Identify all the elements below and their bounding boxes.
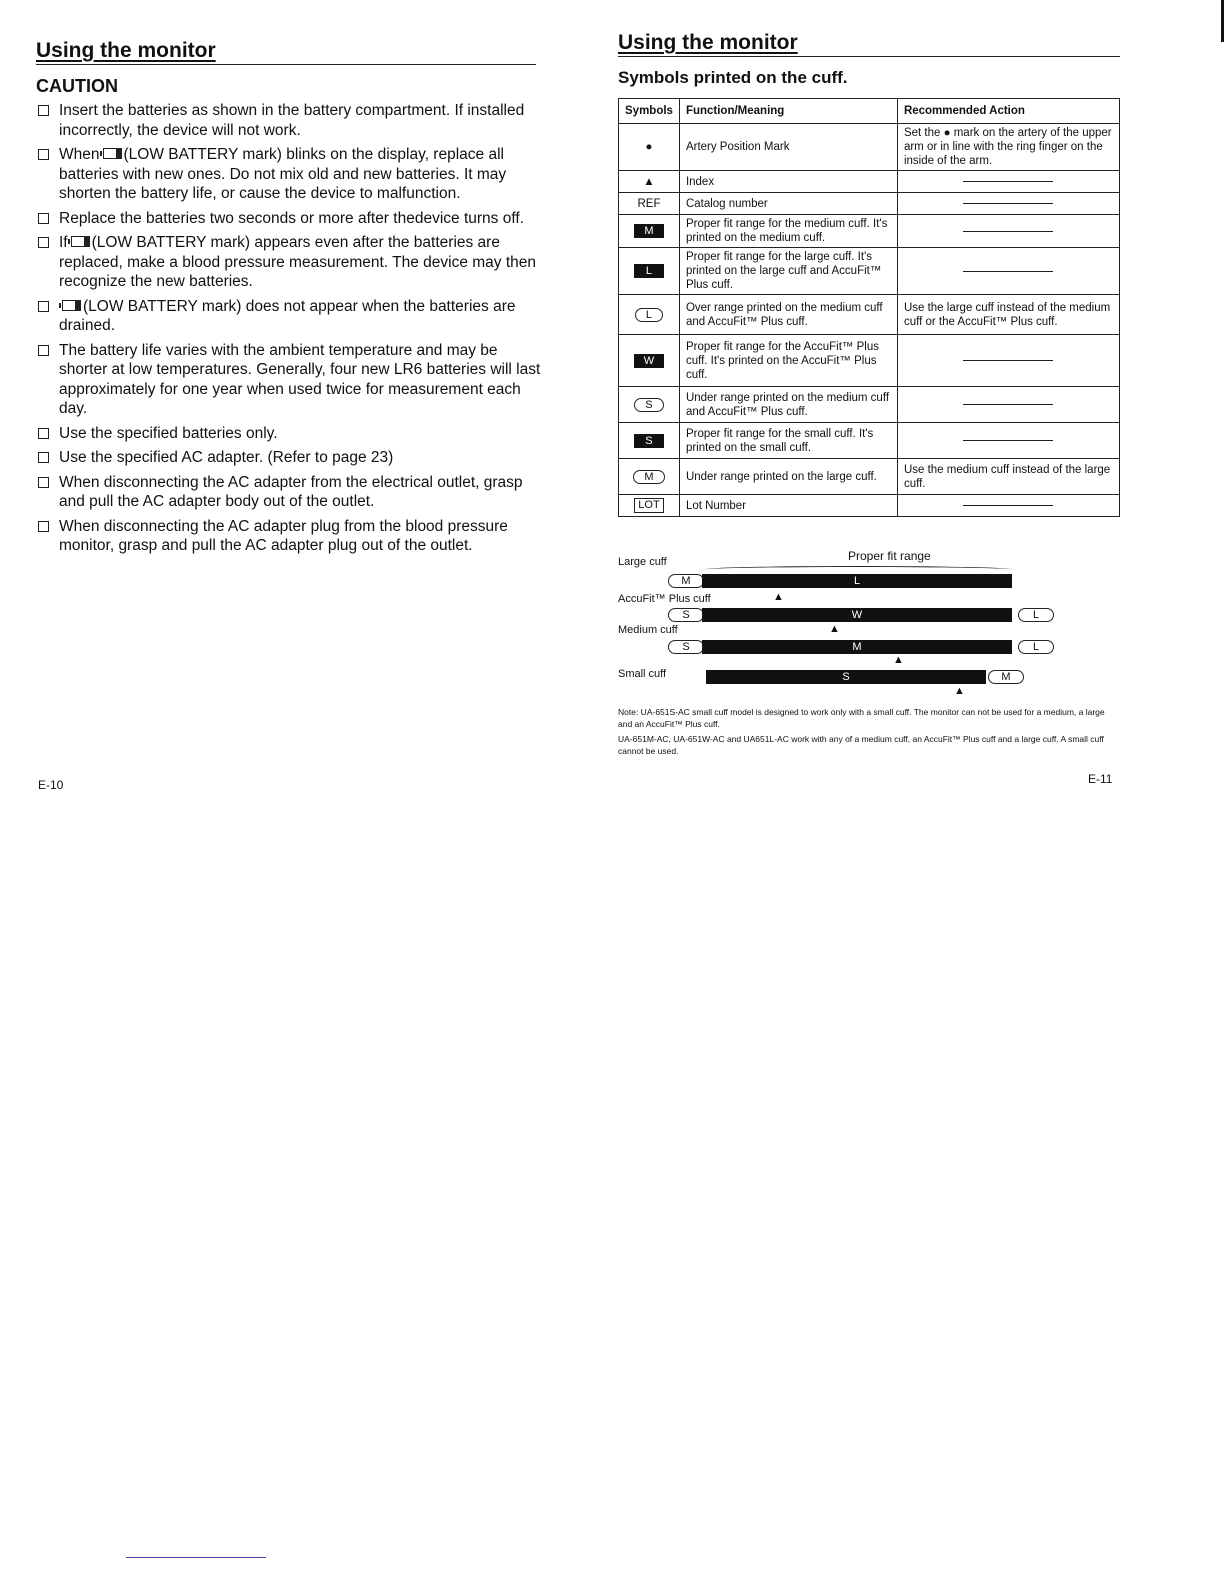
action-cell xyxy=(897,193,1119,215)
caution-item xyxy=(36,424,541,444)
checkbox-bullet-icon xyxy=(38,452,49,463)
function-cell: Proper fit range for the small cuff. It's printed on the small cuff. xyxy=(679,423,897,459)
function-cell: Proper fit range for the AccuFit™ Plus cuff. It's printed on the AccuFit™ Plus cuff. xyxy=(679,335,897,387)
table-row xyxy=(619,295,1120,335)
symbol-cell xyxy=(619,215,680,248)
page-number: E-10 xyxy=(38,778,64,792)
section-title: Symbols printed on the cuff. xyxy=(618,68,848,87)
page-title: Using the monitor xyxy=(618,30,1120,57)
symbol-cell xyxy=(619,387,680,423)
row-label: AccuFit™ Plus cuff xyxy=(618,593,711,605)
action-cell xyxy=(897,423,1119,459)
caution-item xyxy=(36,145,541,204)
fit-range-bar: W xyxy=(702,608,1012,622)
action-cell: Use the large cuff instead of the medium cuff or the AccuFit™ Plus cuff. xyxy=(897,295,1119,335)
chart-range-bracket xyxy=(704,566,1012,573)
note-text: Note: UA-651S-AC small cuff model is designed to work only with a small cuff. The monitor can not be used for a medium, a large and an AccuFit™ Plus cuff. xyxy=(618,707,1105,729)
over-range-mark: L xyxy=(1018,608,1054,622)
cuff-size-block-symbol: W xyxy=(634,354,664,368)
table-row xyxy=(619,335,1120,387)
action-cell xyxy=(897,215,1119,248)
caution-text: When disconnecting the AC adapter plug from the blood pressure monitor, grasp and pull the AC adapter plug out of the outlet. xyxy=(59,517,508,554)
empty-dash xyxy=(963,231,1053,232)
checkbox-bullet-icon xyxy=(38,213,49,224)
caution-item xyxy=(36,341,541,419)
empty-dash xyxy=(963,440,1053,441)
empty-dash xyxy=(963,505,1053,506)
index-mark: ▲ xyxy=(773,591,784,603)
under-range-mark: M xyxy=(668,574,704,588)
checkbox-bullet-icon xyxy=(38,428,49,439)
caution-text: Replace the batteries two seconds or more after thedevice turns off. xyxy=(59,209,524,227)
table-row xyxy=(619,171,1120,193)
over-range-mark: L xyxy=(1018,640,1054,654)
row-label: Medium cuff xyxy=(618,624,678,636)
caution-heading: CAUTION xyxy=(36,76,118,96)
function-cell: Catalog number xyxy=(679,193,897,215)
function-cell: Under range printed on the large cuff. xyxy=(679,459,897,495)
table-row xyxy=(619,193,1120,215)
column-header-symbols: Symbols xyxy=(619,99,680,124)
caution-text: Use the specified batteries only. xyxy=(59,424,278,442)
action-cell xyxy=(897,387,1119,423)
low-battery-icon xyxy=(103,148,122,159)
range-arrow-symbol: S xyxy=(634,398,663,412)
symbols-table xyxy=(618,98,1120,517)
page-number: E-11 xyxy=(1088,772,1113,786)
fit-range-bar: S xyxy=(706,670,986,684)
caution-item xyxy=(36,101,541,140)
cuff-size-block-symbol: S xyxy=(634,434,664,448)
function-cell: Index xyxy=(679,171,897,193)
checkbox-bullet-icon xyxy=(38,105,49,116)
under-range-mark: S xyxy=(668,640,704,654)
checkbox-bullet-icon xyxy=(38,521,49,532)
action-cell xyxy=(897,335,1119,387)
caution-item xyxy=(36,448,541,468)
caution-text: When disconnecting the AC adapter from the electrical outlet, grasp and pull the AC adapter body out of the outlet. xyxy=(59,473,523,510)
row-label: Large cuff xyxy=(618,556,667,568)
table-row xyxy=(619,459,1120,495)
note-text: UA-651M-AC, UA-651W-AC and UA651L-AC work with any of a medium cuff, an AccuFit™ Plus cuff and a large cuff. A small cuff cannot be used. xyxy=(618,734,1104,756)
caution-list xyxy=(36,101,541,561)
cuff-fit-chart xyxy=(618,548,1120,698)
symbol-cell xyxy=(619,193,680,215)
empty-dash xyxy=(963,271,1053,272)
action-cell: Set the ● mark on the artery of the upper arm or in line with the ring finger on the inside of the arm. xyxy=(897,124,1119,171)
empty-dash xyxy=(963,203,1053,204)
caution-item xyxy=(36,209,541,229)
table-row xyxy=(619,495,1120,517)
table-row xyxy=(619,215,1120,248)
fit-range-bar: M xyxy=(702,640,1012,654)
low-battery-icon xyxy=(62,300,81,311)
symbol-text: REF xyxy=(637,197,661,210)
caution-item xyxy=(36,297,541,336)
caution-text: Use the specified AC adapter. (Refer to page 23) xyxy=(59,449,394,466)
footer-rule xyxy=(126,1557,266,1558)
caution-text: The battery life varies with the ambient temperature and may be shorter at low temperatures. Generally, four new LR6 batteries will last approximately for one year when used twice for measurement each day. xyxy=(59,341,541,417)
chart-title: Proper fit range xyxy=(848,549,931,563)
caution-text: If xyxy=(59,234,68,251)
checkbox-bullet-icon xyxy=(38,301,49,312)
checkbox-bullet-icon xyxy=(38,237,49,248)
symbol-cell xyxy=(619,171,680,193)
fit-range-bar: L xyxy=(702,574,1012,588)
symbol-cell xyxy=(619,423,680,459)
symbol-cell xyxy=(619,295,680,335)
function-cell: Under range printed on the medium cuff and AccuFit™ Plus cuff. xyxy=(679,387,897,423)
table-row xyxy=(619,248,1120,295)
column-header-function: Function/Meaning xyxy=(679,99,897,124)
caution-text: When xyxy=(59,146,100,163)
caution-item xyxy=(36,517,541,556)
function-cell: Proper fit range for the medium cuff. It's printed on the medium cuff. xyxy=(679,215,897,248)
function-cell: Over range printed on the medium cuff and AccuFit™ Plus cuff. xyxy=(679,295,897,335)
symbol-cell xyxy=(619,248,680,295)
checkbox-bullet-icon xyxy=(38,149,49,160)
checkbox-bullet-icon xyxy=(38,477,49,488)
symbol-cell xyxy=(619,495,680,517)
index-mark: ▲ xyxy=(954,685,965,697)
table-row xyxy=(619,124,1120,171)
empty-dash xyxy=(963,181,1053,182)
over-range-mark: M xyxy=(988,670,1024,684)
action-cell xyxy=(897,171,1119,193)
symbol-cell xyxy=(619,459,680,495)
function-cell: Lot Number xyxy=(679,495,897,517)
checkbox-bullet-icon xyxy=(38,345,49,356)
low-battery-icon xyxy=(71,236,90,247)
function-cell: Proper fit range for the large cuff. It's printed on the large cuff and AccuFit™ Plus cuff. xyxy=(679,248,897,295)
lot-symbol: LOT xyxy=(634,498,663,513)
caution-text: (LOW BATTERY mark) does not appear when the batteries are drained. xyxy=(59,297,516,334)
empty-dash xyxy=(963,360,1053,361)
function-cell: Artery Position Mark xyxy=(679,124,897,171)
cuff-size-block-symbol: L xyxy=(634,264,664,278)
table-header-row xyxy=(619,99,1120,124)
table-row xyxy=(619,423,1120,459)
action-cell xyxy=(897,248,1119,295)
empty-dash xyxy=(963,404,1053,405)
under-range-mark: S xyxy=(668,608,704,622)
range-arrow-symbol: M xyxy=(633,470,664,484)
caution-item xyxy=(36,233,541,292)
caution-item xyxy=(36,473,541,512)
index-mark: ▲ xyxy=(893,654,904,666)
range-arrow-symbol: L xyxy=(635,308,663,322)
symbol-cell xyxy=(619,124,680,171)
row-label: Small cuff xyxy=(618,668,667,680)
page-title: Using the monitor xyxy=(36,38,536,65)
cuff-size-block-symbol: M xyxy=(634,224,664,238)
table-row xyxy=(619,387,1120,423)
caution-text: Insert the batteries as shown in the battery compartment. If installed incorrectly, the device will not work. xyxy=(59,102,525,139)
column-header-action: Recommended Action xyxy=(897,99,1119,124)
symbol-cell xyxy=(619,335,680,387)
symbol-text: ● xyxy=(645,141,653,153)
caution-text: (LOW BATTERY mark) appears even after the batteries are replaced, make a blood pressure measurement. The device may then recognize the new batteries. xyxy=(59,234,537,290)
symbol-text: ▲ xyxy=(643,175,655,188)
action-cell: Use the medium cuff instead of the large cuff. xyxy=(897,459,1119,495)
index-mark: ▲ xyxy=(829,623,840,635)
chart-notes xyxy=(618,706,1120,760)
caution-text: (LOW BATTERY mark) blinks on the display, replace all batteries with new ones. Do not mix old and new batteries. It may shorten the battery life, or cause the device to malfunction. xyxy=(59,146,507,202)
action-cell xyxy=(897,495,1119,517)
